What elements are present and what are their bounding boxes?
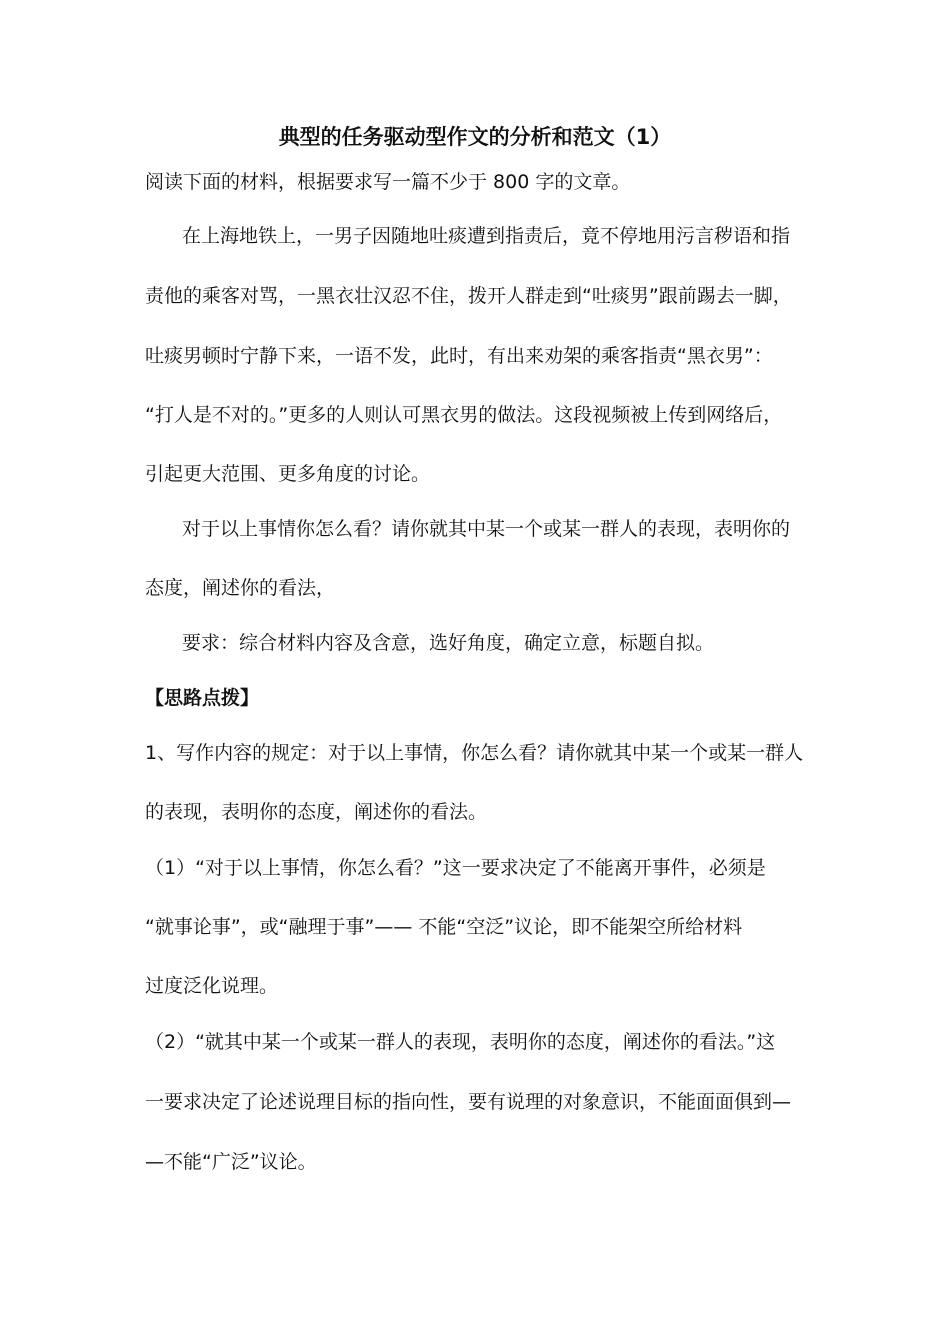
- requirement-line: 要求：综合材料内容及含意，选好角度，确定立意，标题自拟。: [182, 632, 715, 654]
- intro-line: 阅读下面的材料，根据要求写一篇不少于 800 字的文章。: [145, 171, 631, 193]
- material-line: 在上海地铁上，一男子因随地吐痰遭到指责后，竟不停地用污言秽语和指: [182, 225, 791, 247]
- analysis-line: （1）“对于以上事情，你怎么看？”这一要求决定了不能离开事件，必须是: [145, 857, 766, 879]
- analysis-line: （2）“就其中某一个或某一群人的表现，表明你的态度，阐述你的看法。”这: [145, 1031, 776, 1053]
- analysis-line: 一要求决定了论述说理目标的指向性，要有说理的对象意识，不能面面俱到—: [145, 1091, 792, 1113]
- material-line: 责他的乘客对骂，一黑衣壮汉忍不住，拨开人群走到“吐痰男”跟前踢去一脚，: [145, 285, 792, 307]
- material-line: “打人是不对的。”更多的人则认可黑衣男的做法。这段视频被上传到网络后，: [145, 404, 783, 426]
- question-line: 态度，阐述你的看法，: [145, 577, 336, 599]
- analysis-line: 的表现，表明你的态度，阐述你的看法。: [145, 801, 488, 823]
- document-title: 典型的任务驱动型作文的分析和范文（1）: [278, 125, 672, 149]
- material-line: 吐痰男顿时宁静下来，一语不发，此时，有出来劝架的乘客指责“黑衣男”：: [145, 345, 773, 367]
- analysis-line: 1、写作内容的规定：对于以上事情，你怎么看？请你就其中某一个或某一群人: [145, 742, 804, 764]
- analysis-line: —不能“广泛”议论。: [145, 1151, 317, 1173]
- analysis-line: 过度泛化说理。: [145, 975, 279, 997]
- analysis-line: “就事论事”，或“融理于事”—— 不能“空泛”议论，即不能架空所给材料: [145, 916, 743, 938]
- section-heading: 【思路点拨】: [145, 687, 260, 709]
- material-line: 引起更大范围、更多角度的讨论。: [145, 463, 431, 485]
- question-line: 对于以上事情你怎么看？请你就其中某一个或某一群人的表现，表明你的: [182, 518, 791, 540]
